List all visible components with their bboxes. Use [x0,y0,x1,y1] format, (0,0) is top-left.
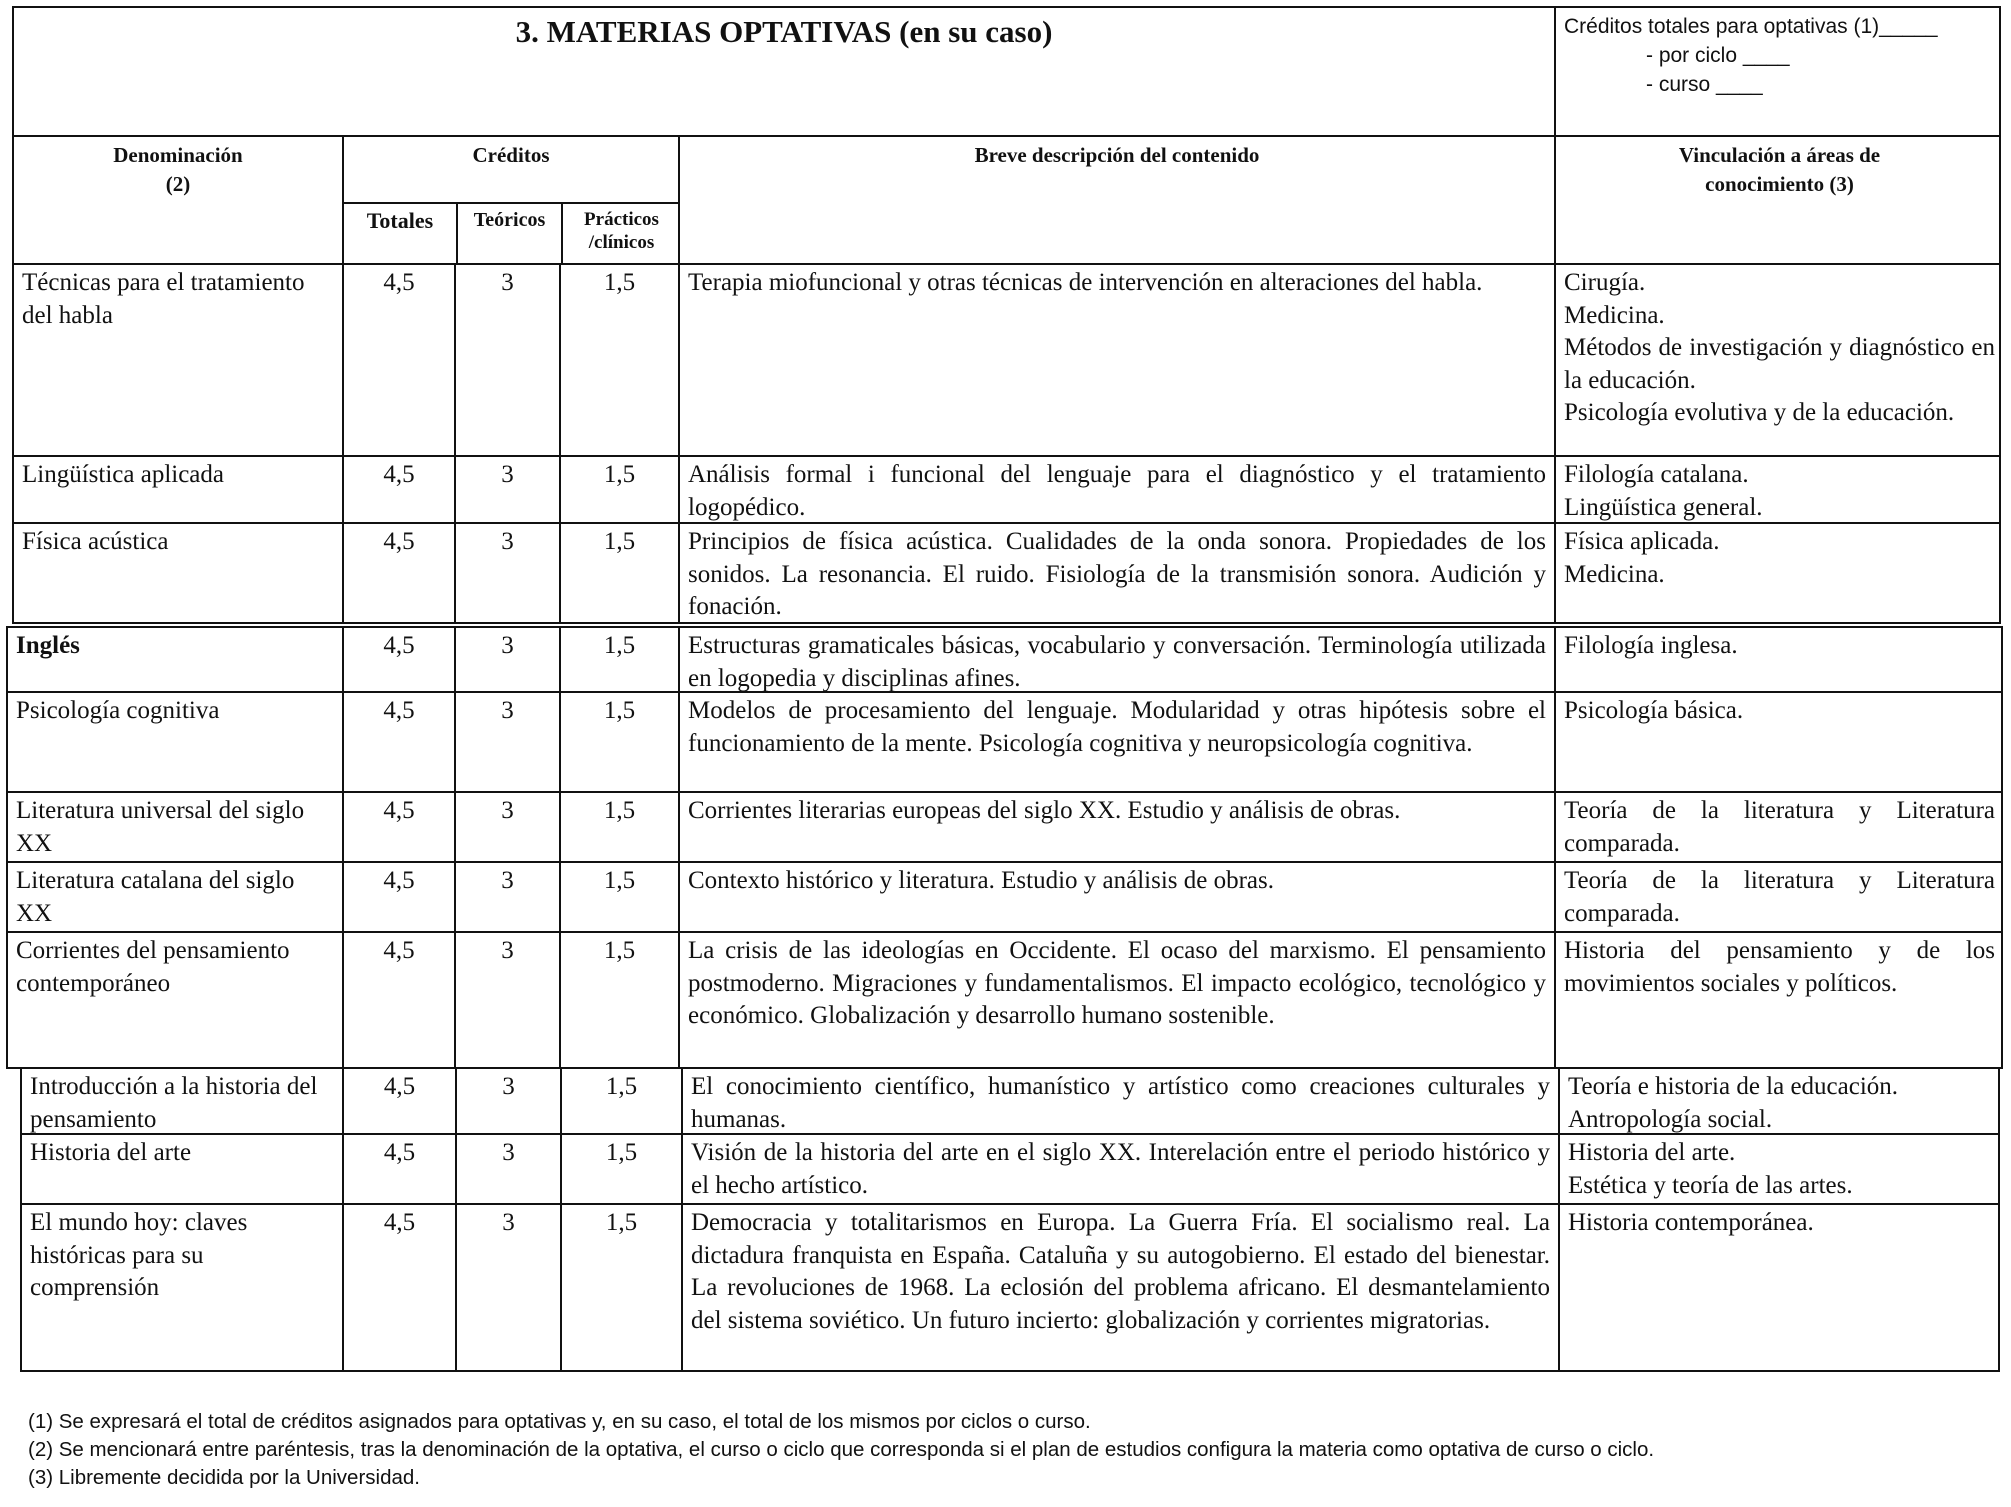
area-item: Antropología social. [1568,1105,1773,1133]
table-row [6,793,2003,863]
column-header-totales: Totales [366,208,434,233]
table-header [12,137,2001,265]
area-item: Filología inglesa. [1564,632,1738,659]
row-descripcion: Terapia miofuncional y otras técnicas de intervención en alteraciones del habla. [678,265,1554,455]
vinculacion-label-1: Vinculación a áreas de [1678,143,1881,167]
row-totales: 4,5 [342,863,454,931]
row-descripcion: El conocimiento científico, humanístico y artístico como creaciones culturales y humanas. [681,1069,1558,1133]
row-practicos: 1,5 [559,933,678,1067]
footnote-2: (2) Se mencionará entre paréntesis, tras la denominación de la optativa, el curso o ciclo que corresponda si el plan de estudios configura la materia como optativa de curso o ciclo. [28,1438,1655,1461]
table-row [12,524,2001,624]
row-practicos: 1,5 [560,1069,681,1133]
footnote-3: (3) Libremente decidida por la Universidad. [28,1466,420,1489]
row-teoricos: 3 [454,933,559,1067]
area-item: Medicina. [1564,301,1665,329]
row-denominacion: Psicología cognitiva [16,697,220,724]
row-totales: 4,5 [342,793,454,861]
column-header-vinculacion [1554,137,2003,263]
column-header-creditos [342,137,678,263]
row-descripcion: Democracia y totalitarismos en Europa. La Guerra Fría. El socialismo real. La dictadura franquista en España. Cataluña y su autogobierno. El estado del bienestar. La revoluciones de 1968. La eclosión del problema africano. El desmantelamiento del sistema soviético. Un futuro incierto: globalización y corrientes migratorias. [681,1205,1558,1370]
row-denominacion: Inglés [16,632,80,659]
row-totales: 4,5 [342,933,454,1067]
footnotes [28,1408,1988,1492]
row-teoricos: 3 [454,693,559,791]
column-header-denominacion [14,137,342,263]
denominacion-label: Denominación [113,143,243,167]
row-descripcion: La crisis de las ideologías en Occidente. El ocaso del marxismo. El pensamiento postmoderno. Migraciones y fundamentalismos. El impacto ecológico, tecnológico y económico. Globalización y desarrollo humano sostenible. [678,933,1554,1067]
area-item: Historia del arte. [1568,1139,1736,1166]
row-descripcion: Modelos de procesamiento del lenguaje. Modularidad y otras hipótesis sobre el funcionamiento de la mente. Psicología cognitiva y neuropsicología cognitiva. [678,693,1554,791]
row-denominacion: Introducción a la historia del pensamiento [30,1073,318,1133]
column-header-practicos [561,204,680,265]
row-descripcion: Análisis formal i funcional del lenguaje para el diagnóstico y el tratamiento logopédico. [678,457,1554,522]
denominacion-note: (2) [165,172,191,196]
row-denominacion: Historia del arte [30,1139,192,1166]
row-denominacion: El mundo hoy: claves históricas para su comprensión [30,1209,248,1301]
column-header-descripcion: Breve descripción del contenido [678,137,1554,263]
row-practicos: 1,5 [559,265,678,455]
row-areas [1554,265,2003,455]
row-teoricos: 3 [454,524,559,622]
credits-per-cycle-line: - por ciclo ____ [1646,44,1790,67]
row-areas [1554,793,2003,861]
table-row [6,933,2003,1069]
row-totales: 4,5 [342,1135,455,1203]
footnote-1: (1) Se expresará el total de créditos asignados para optativas y, en su caso, el total de los mismos por ciclos o curso. [28,1410,1091,1433]
area-item: Filología catalana. [1564,461,1749,488]
row-practicos: 1,5 [560,1135,681,1203]
row-denominacion: Corrientes del pensamiento contemporáneo [16,937,290,997]
row-descripcion: Principios de física acústica. Cualidades de la onda sonora. Propiedades de los sonidos. La resonancia. El ruido. Fisiología de la transmisión sonora. Audición y fonación. [678,524,1554,622]
area-item: Física aplicada. [1564,528,1720,555]
area-item: Psicología evolutiva y de la educación. [1564,399,1955,426]
table-row [12,265,2001,457]
row-totales: 4,5 [342,265,454,455]
row-areas [1558,1205,2002,1370]
row-denominacion: Literatura catalana del siglo XX [16,867,295,927]
area-item: Teoría e historia de la educación. [1568,1073,1899,1100]
row-areas [1558,1135,2002,1203]
row-totales: 4,5 [342,1205,455,1370]
credits-total-line: Créditos totales para optativas (1)_____ [1564,15,1938,38]
row-practicos: 1,5 [559,524,678,622]
area-item: Teoría de la literatura y Literatura comparada. [1564,797,1995,857]
credits-per-course-line: - curso ____ [1646,73,1763,96]
row-practicos: 1,5 [560,1205,681,1370]
row-descripcion: Visión de la historia del arte en el siglo XX. Interelación entre el periodo histórico y el hecho artístico. [681,1135,1558,1203]
table-row [6,626,2003,693]
row-areas [1554,863,2003,931]
row-areas [1558,1069,2002,1133]
row-totales: 4,5 [342,693,454,791]
area-item: Historia contemporánea. [1568,1209,1814,1236]
table-row [6,693,2003,793]
row-practicos: 1,5 [559,693,678,791]
table-row [12,457,2001,524]
row-teoricos: 3 [455,1135,560,1203]
practicos-label: Prácticos [584,209,659,230]
column-header-teoricos: Teóricos [456,204,561,265]
row-areas [1554,933,2003,1067]
credits-summary [1554,8,2003,135]
area-item: Medicina. [1564,560,1665,588]
row-totales: 4,5 [342,1069,455,1133]
area-item: Psicología básica. [1564,697,1744,724]
row-practicos: 1,5 [559,793,678,861]
row-totales: 4,5 [342,524,454,622]
creditos-label: Créditos [344,137,678,204]
row-practicos: 1,5 [559,628,678,691]
row-teoricos: 3 [454,457,559,522]
table-row [20,1135,2000,1205]
row-areas [1554,457,2003,522]
row-practicos: 1,5 [559,863,678,931]
row-teoricos: 3 [454,863,559,931]
table-row [6,863,2003,933]
row-teoricos: 3 [454,628,559,691]
vinculacion-label-2: conocimiento (3) [1705,172,1854,196]
row-teoricos: 3 [454,793,559,861]
row-descripcion: Contexto histórico y literatura. Estudio y análisis de obras. [678,863,1554,931]
row-denominacion: Literatura universal del siglo XX [16,797,305,857]
area-item: Estética y teoría de las artes. [1568,1171,1853,1199]
area-item: Teoría de la literatura y Literatura comparada. [1564,867,1995,927]
row-areas [1554,693,2003,791]
row-teoricos: 3 [454,265,559,455]
row-denominacion: Técnicas para el tratamiento del habla [22,269,305,329]
row-areas [1554,524,2003,622]
clinicos-label: /clínicos [588,232,655,253]
section-header [12,6,2001,137]
row-denominacion: Lingüística aplicada [22,461,225,488]
area-item: Métodos de investigación y diagnóstico en la educación. [1564,334,1995,394]
row-denominacion: Física acústica [22,528,169,555]
row-teoricos: 3 [455,1205,560,1370]
row-totales: 4,5 [342,457,454,522]
row-areas [1554,628,2003,691]
area-item: Lingüística general. [1564,493,1763,521]
table-row [20,1205,2000,1372]
section-title: 3. MATERIAS OPTATIVAS (en su caso) [515,14,1053,49]
row-descripcion: Estructuras gramaticales básicas, vocabulario y conversación. Terminología utilizada en logopedia y disciplinas afines. [678,628,1554,691]
area-item: Historia del pensamiento y de los movimientos sociales y políticos. [1564,937,1995,997]
row-totales: 4,5 [342,628,454,691]
area-item: Cirugía. [1564,269,1646,296]
row-practicos: 1,5 [559,457,678,522]
row-descripcion: Corrientes literarias europeas del siglo XX. Estudio y análisis de obras. [678,793,1554,861]
table-row [20,1069,2000,1135]
row-teoricos: 3 [455,1069,560,1133]
